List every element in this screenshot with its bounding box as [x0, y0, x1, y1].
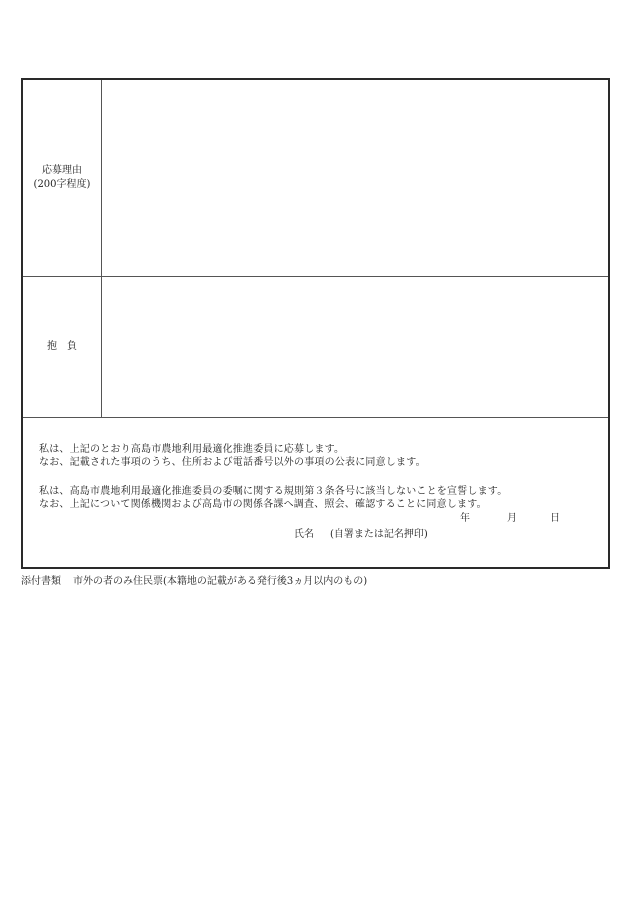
declaration-text: なお、上記について関係機関および高島市の関係各課へ調査、照会、確認することに同意します。 — [39, 499, 487, 510]
ambition-label: 抱 負 — [47, 341, 77, 352]
date-month-label: 月 — [507, 513, 517, 524]
date-day-label: 日 — [550, 513, 560, 524]
ambition-label-cell — [23, 277, 102, 417]
declaration-text: 私は、高島市農地利用最適化推進委員の委嘱に関する規則第３条各号に該当しないことを宣誓します。 — [39, 486, 508, 497]
declaration-text: なお、記載された事項のうち、住所および電話番号以外の事項の公表に同意します。 — [39, 457, 426, 468]
signature-instruction: (自署または記名押印) — [330, 529, 428, 540]
application-reason-label: 応募理由 — [42, 165, 82, 176]
application-reason-row — [23, 80, 608, 277]
signature-name-label: 氏名 — [294, 529, 314, 540]
date-year-label: 年 — [460, 513, 470, 524]
attachment-note — [21, 572, 367, 587]
attachment-label: 添付書類 — [21, 576, 61, 587]
ambition-row — [23, 277, 608, 418]
declaration-text: 私は、上記のとおり高島市農地利用最適化推進委員に応募します。 — [39, 444, 345, 455]
attachment-text: 市外の者のみ住民票(本籍地の記載がある発行後3ヵ月以内のもの) — [73, 576, 368, 587]
application-form-table — [21, 78, 610, 569]
application-reason-length-hint: (200字程度) — [33, 179, 91, 190]
declaration-section — [23, 418, 608, 567]
application-reason-field[interactable] — [102, 80, 608, 276]
ambition-field[interactable] — [102, 277, 608, 417]
application-reason-label-cell — [23, 80, 102, 276]
